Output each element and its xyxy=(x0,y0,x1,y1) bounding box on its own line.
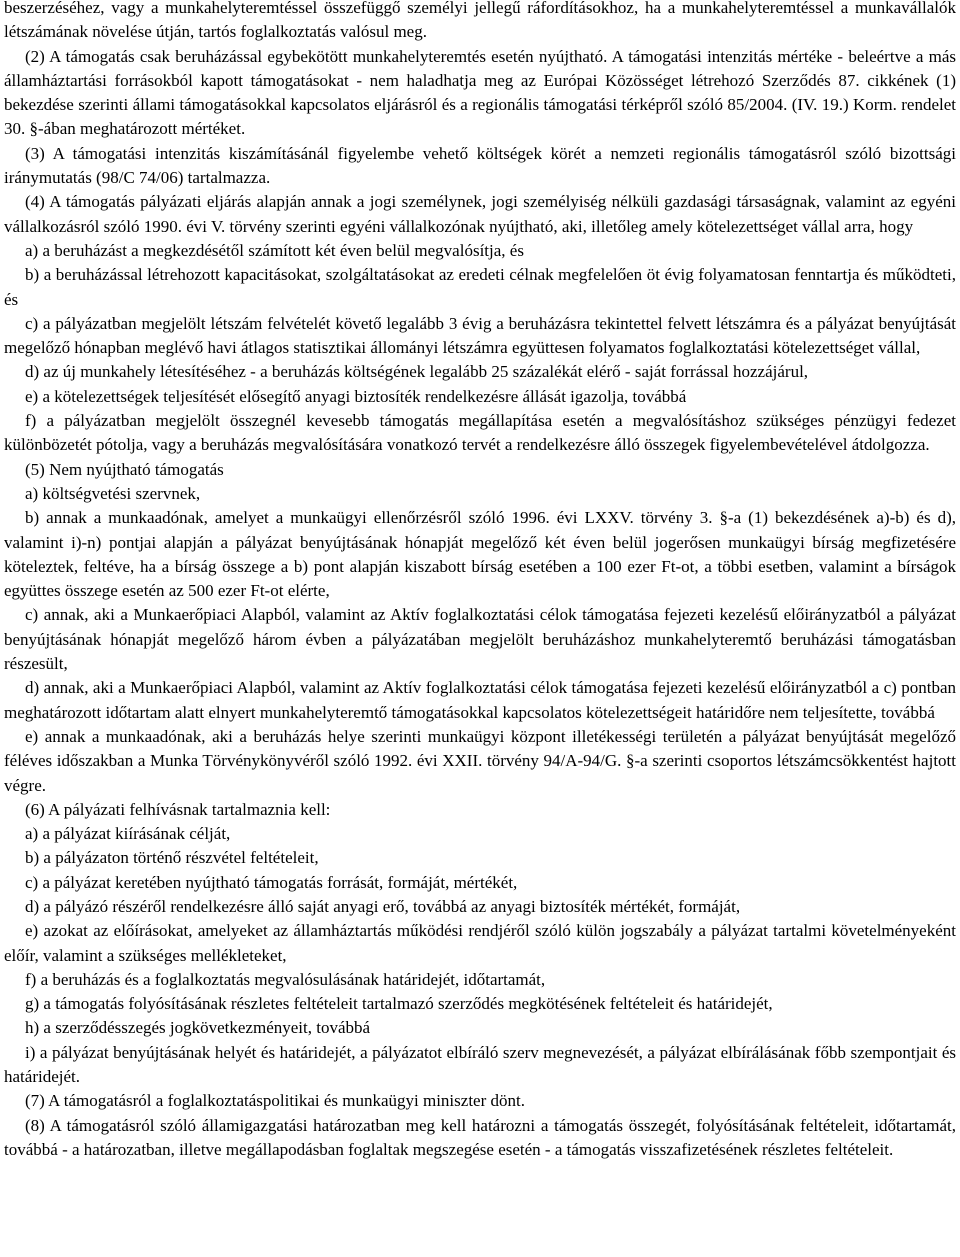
document-paragraph: e) a kötelezettségek teljesítését elősegítő anyagi biztosíték rendelkezésre állását igazolja, továbbá xyxy=(25,386,687,406)
document-paragraph: a) a pályázat kiírásának célját, xyxy=(25,824,231,844)
document-paragraph: (7) A támogatásról a foglalkoztatáspolitikai és munkaügyi miniszter dönt. xyxy=(25,1091,525,1111)
document-paragraph: h) a szerződésszegés jogkövetkezményeit, továbbá xyxy=(25,1018,371,1038)
document-paragraph: (4) A támogatás pályázati eljárás alapján annak a jogi személynek, jogi személyiség nélküli gazdasági társaságnak, valamint az egyéni vállalkozásról szóló 1990. évi V. törvény szerinti egyéni vállalkozónak nyújtható, aki, illetőleg amely kötelezettséget vállal arra, hogy xyxy=(4,192,956,236)
document-paragraph: i) a pályázat benyújtásának helyét és határidejét, a pályázatot elbíráló szerv megnevezését, a pályázat elbírálásának főbb szempontjait és határidejét. xyxy=(4,1042,956,1087)
document-paragraph: e) azokat az előírásokat, amelyeket az államháztartás működési rendjéről szóló külön jogszabály a pályázat tartalmi követelményeként előír, valamint a szükséges mellékleteket, xyxy=(4,921,956,965)
document-paragraph: b) annak a munkaadónak, amelyet a munkaügyi ellenőrzésről szóló 1996. évi LXXV. törvény 3. §-a (1) bekezdésének a)-b) és d), valamint i)-n) pontjai alapján a pályázat benyújtásának hónapját megelőző két éven belül jogerősen munkaügyi bírság megfizetésére köteleztek, feltéve, ha a bírság összege a b) pont alapján kiszabott bírság esetében a 100 ezer Ft-ot, a többi esetben, valamint a bírságok együttes összege esetén az 500 ezer Ft-ot elérte, xyxy=(4,508,956,601)
document-paragraph: (3) A támogatási intenzitás kiszámításánál figyelembe vehető költségek körét a nemzeti regionális támogatásról szóló bizottsági iránymutatás (98/C 74/06) tartalmazza. xyxy=(4,143,956,188)
document-paragraph: e) annak a munkaadónak, aki a beruházás helye szerinti munkaügyi központ illetékességi területén a pályázat benyújtását megelőző féléves időszakban a Munka Törvénykönyvéről szóló 1992. évi XXII. törvény 94/A-94/G. §-a szerinti csoportos létszámcsökkentést hajtott végre. xyxy=(4,726,956,795)
document-paragraph: a) költségvetési szervnek, xyxy=(25,483,201,503)
document-paragraph: g) a támogatás folyósításának részletes feltételeit tartalmazó szerződés megkötésének feltételeit és határidejét, xyxy=(25,994,773,1014)
document-paragraph: f) a pályázatban megjelölt összegnél kevesebb támogatás megállapítása esetén a megvalósításhoz szükséges pénzügyi fedezet különbözetét pótolja, vagy a beruházás megvalósítására vonatkozó tervét a rendelkezésre álló összegek figyelembevételével átdolgozza. xyxy=(4,411,956,455)
document-paragraph: d) az új munkahely létesítéséhez - a beruházás költségének legalább 25 százalékát elérő - saját forrással hozzájárul, xyxy=(25,362,809,382)
document-paragraph: a) a beruházást a megkezdésétől számított két éven belül megvalósítja, és xyxy=(25,240,524,260)
document-paragraph: b) a pályázaton történő részvétel feltételeit, xyxy=(25,848,319,868)
document-paragraph: (5) Nem nyújtható támogatás xyxy=(25,459,224,479)
document-paragraph: (2) A támogatás csak beruházással egybekötött munkahelyteremtés esetén nyújtható. A támogatási intenzitás mértéke - beleértve a más államháztartási forrásokból kapott támogatásokat - nem haladhatja meg az Európai Közösséget létrehozó Szerződés 87. cikkének (1) bekezdése szerinti állami támogatásokkal kapcsolatos eljárásról és a regionális támogatási térképről szóló 85/2004. (IV. 19.) Korm. rendelet 30. §-ában meghatározott mértéket. xyxy=(4,46,956,139)
document-paragraph: (8) A támogatásról szóló államigazgatási határozatban meg kell határozni a támogatás összegét, folyósításának feltételeit, időtartamát, továbbá - a határozatban, illetve megállapodásban foglaltak megszegése esetén - a támogatás visszafizetésének részletes feltételeit. xyxy=(4,1115,956,1159)
document-paragraph: c) a pályázat keretében nyújtható támogatás forrását, formáját, mértékét, xyxy=(25,872,518,892)
document-paragraph: (6) A pályázati felhívásnak tartalmaznia kell: xyxy=(25,799,331,819)
document-paragraph: d) annak, aki a Munkaerőpiaci Alapból, valamint az Aktív foglalkoztatási célok támogatása fejezeti kezelésű előirányzatból a c) pontban meghatározott időtartam alatt elnyert munkahelyteremtő támogatásokkal kapcsolatos kötelezettségeit határidőre nem teljesítette, továbbá xyxy=(4,678,956,722)
document-paragraph: f) a beruházás és a foglalkoztatás megvalósulásának határidejét, időtartamát, xyxy=(25,969,546,989)
document-paragraph: c) a pályázatban megjelölt létszám felvételét követő legalább 3 évig a beruházásra tekintettel felvett létszámra és a pályázat benyújtását megelőző hónapban meglévő havi átlagos statisztikai állományi létszámra együttesen folyamatos foglalkoztatási kötelezettséget vállal, xyxy=(4,313,956,358)
document-paragraph: d) a pályázó részéről rendelkezésre álló saját anyagi erő, továbbá az anyagi biztosíték mértékét, formáját, xyxy=(25,896,741,916)
document-paragraph: c) annak, aki a Munkaerőpiaci Alapból, valamint az Aktív foglalkoztatási célok támogatása fejezeti kezelésű előirányzatból a pályázat benyújtásának hónapját megelőző három évben a pályázatában megjelölt beruházáshoz munkahelyteremtő beruházási támogatásban részesült, xyxy=(4,605,956,674)
document-paragraph: b) a beruházással létrehozott kapacitásokat, szolgáltatásokat az eredeti célnak megfelelően öt évig folyamatosan fenntartja és működteti, és xyxy=(4,265,956,309)
document-paragraph: beszerzéséhez, vagy a munkahelyteremtéssel összefüggő személyi jellegű ráfordításokhoz, ha a munkahelyteremtéssel a munkavállalók létszámának növelése útján, tartós foglalkoztatás valósul meg. xyxy=(4,0,956,42)
document-body xyxy=(4,0,956,1162)
